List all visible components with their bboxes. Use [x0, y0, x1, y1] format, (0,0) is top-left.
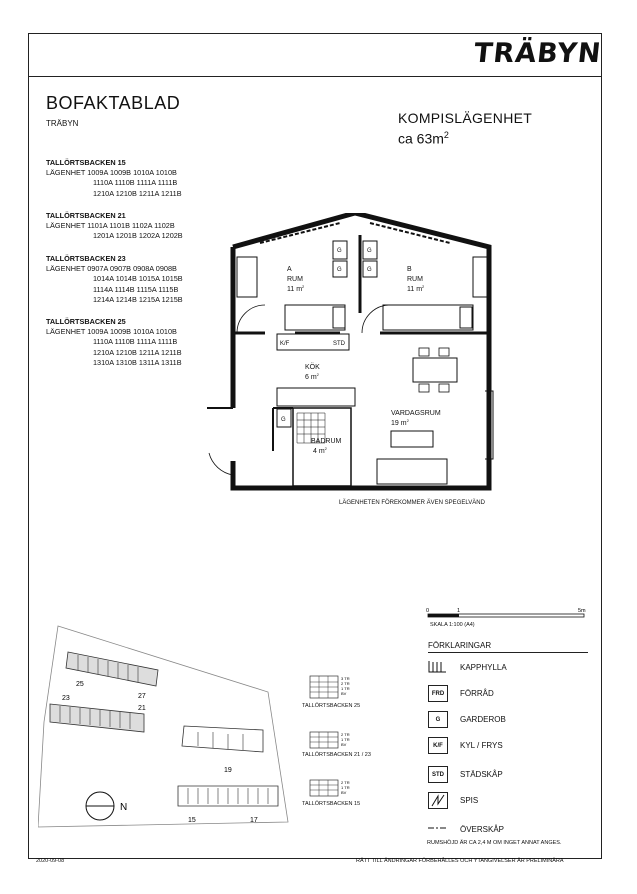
- header-divider: [28, 76, 602, 77]
- storage-icon: FRD: [428, 685, 448, 702]
- svg-text:1 TR: 1 TR: [341, 737, 350, 742]
- svg-text:1 TR: 1 TR: [341, 785, 350, 790]
- scale-tick-1: 1: [457, 608, 461, 614]
- room-a-name: RUM: [287, 276, 303, 283]
- address-group: TALLÖRTSBACKEN 21 LÄGENHET 1101A 1101B 1102A 1102B 1201A 1201B 1202A 1202B: [46, 211, 183, 241]
- bath-name: BADRUM: [311, 438, 342, 445]
- svg-text:3 TR: 3 TR: [341, 676, 350, 681]
- wardrobe-tag: G: [337, 267, 342, 273]
- wardrobe-icon: G: [428, 711, 448, 728]
- legend-divider: [428, 652, 588, 653]
- stack-label: TALLÖRTSBACKEN 21 / 23: [302, 752, 371, 758]
- living-name: VARDAGSRUM: [391, 410, 441, 417]
- wardrobe-tag: G: [367, 267, 372, 273]
- site-number: 15: [188, 817, 196, 824]
- building-sections: [300, 672, 390, 812]
- scale-tick-0: 0: [426, 608, 430, 614]
- document-date: 2020-09-08: [36, 858, 65, 864]
- svg-text:2 TR: 2 TR: [341, 780, 350, 785]
- floor-plan: [205, 213, 495, 498]
- cleaning-cabinet-tag: STD: [333, 341, 345, 347]
- fridge-tag: K/F: [280, 341, 290, 347]
- room-b-area: 11 $m^2$: [407, 284, 425, 293]
- site-number: 19: [224, 767, 232, 774]
- apartment-size: ca $63m^2$: [398, 130, 449, 147]
- bath-area: 4 $m^2$: [313, 446, 327, 455]
- fridge-freezer-icon: K/F: [428, 737, 448, 754]
- coat-rack-icon: [428, 659, 446, 674]
- site-plan: [38, 622, 298, 837]
- svg-text:2 TR: 2 TR: [341, 681, 350, 686]
- disclaimer: RÄTT TILL ÄNDRINGAR FÖRBEHÅLLES OCH YTANGIVELSER ÄR PRELIMINÄRA: [356, 858, 564, 864]
- svg-text:BV: BV: [341, 742, 347, 747]
- stack-label: TALLÖRTSBACKEN 15: [302, 801, 361, 807]
- address-group: TALLÖRTSBACKEN 15 LÄGENHET 1009A 1009B 1010A 1010B 1110A 1110B 1111A 1111B 1210A 1210B 1211A 1211B: [46, 158, 182, 198]
- upper-cabinet-icon: [428, 825, 448, 831]
- living-area: 19 $m^2$: [391, 418, 409, 427]
- address-group: TALLÖRTSBACKEN 23 LÄGENHET 0907A 0907B 0908A 0908B 1014A 1014B 1015A 1015B 1114A 1114B 1115A 1115B 1214A 1214B 1215A 1215B: [46, 254, 183, 304]
- svg-text:BV: BV: [341, 691, 347, 696]
- page-title: BOFAKTABLAD: [46, 93, 181, 113]
- svg-text:2 TR: 2 TR: [341, 732, 350, 737]
- site-number: 21: [138, 705, 146, 712]
- room-b-name: RUM: [407, 276, 423, 283]
- apartment-type: KOMPISLÄGENHET: [398, 110, 533, 126]
- brand-logo: TRÄBYN: [472, 38, 603, 69]
- site-number: 17: [250, 817, 258, 824]
- site-number: 27: [138, 693, 146, 700]
- wardrobe-tag: G: [367, 248, 372, 254]
- scale-label: SKALA 1:100 (A4): [430, 622, 475, 628]
- address-group: TALLÖRTSBACKEN 25 LÄGENHET 1009A 1009B 1010A 1010B 1110A 1110B 1111A 1111B 1210A 1210B 1211A 1211B 1310A 1310B 1311A 1311B: [46, 317, 182, 367]
- stove-icon: [428, 792, 448, 809]
- cleaning-cabinet-icon: STD: [428, 766, 448, 783]
- ceiling-height-note: RUMSHÖJD ÄR CA 2,4 M OM INGET ANNAT ANGES.: [427, 840, 562, 846]
- room-b-letter: B: [407, 266, 412, 273]
- room-a-area: 11 $m^2$: [287, 284, 305, 293]
- site-number: 25: [76, 681, 84, 688]
- north-label: N: [120, 802, 128, 813]
- kitchen-area: 6 $m^2$: [305, 372, 319, 381]
- site-number: 23: [62, 695, 70, 702]
- legend-title: FÖRKLARINGAR: [428, 641, 492, 650]
- kitchen-name: KÖK: [305, 364, 320, 371]
- room-a-letter: A: [287, 266, 292, 273]
- scale-tick-5: 5m: [578, 608, 586, 614]
- svg-text:BV: BV: [341, 790, 347, 795]
- mirror-note: LÄGENHETEN FÖREKOMMER ÄVEN SPEGELVÄND: [339, 500, 485, 506]
- wardrobe-tag: G: [281, 417, 286, 423]
- svg-text:1 TR: 1 TR: [341, 686, 350, 691]
- wardrobe-tag: G: [337, 248, 342, 254]
- page-subtitle: TRÄBYN: [46, 119, 79, 128]
- stack-label: TALLÖRTSBACKEN 25: [302, 703, 361, 709]
- scale-bar: [418, 606, 593, 622]
